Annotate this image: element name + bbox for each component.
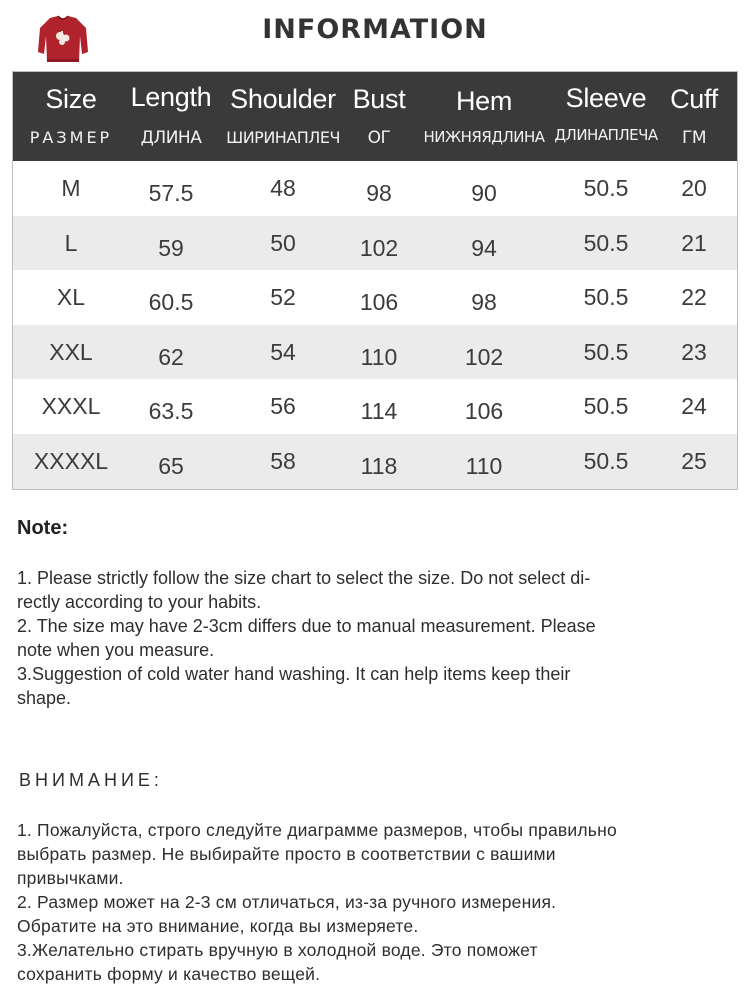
cell-size: XXL bbox=[49, 338, 93, 365]
ru-note-line: сохранить форму и качество вещей. bbox=[17, 964, 321, 984]
cell-bust: 98 bbox=[366, 180, 392, 206]
cell-sleeve: 50.5 bbox=[583, 447, 629, 474]
note-line: rectly according to your habits. bbox=[17, 592, 262, 612]
cell-length: 63.5 bbox=[148, 398, 194, 425]
cell-hem: 98 bbox=[471, 289, 497, 316]
cell-bust: 118 bbox=[360, 452, 398, 479]
table-row bbox=[13, 216, 737, 271]
cell-shoulder: 50 bbox=[270, 229, 296, 256]
cell-sleeve: 50.5 bbox=[583, 175, 629, 201]
ru-note-line: Обратите на это внимание, когда вы измеряете. bbox=[17, 916, 419, 936]
cell-cuff: 20 bbox=[681, 175, 707, 201]
col-header-hem: Hem bbox=[455, 86, 513, 116]
ru-note-title: ВНИМАНИЕ: bbox=[19, 770, 163, 790]
col-header-sleeve-ru: ДЛИНАПЛЕЧА bbox=[554, 126, 658, 144]
cell-cuff: 23 bbox=[681, 338, 707, 365]
note-line: 3.Suggestion of cold water hand washing. It can help items keep their bbox=[17, 664, 571, 684]
table-row bbox=[13, 434, 737, 489]
cell-length: 57.5 bbox=[148, 180, 194, 206]
header bbox=[0, 0, 750, 70]
cell-length: 60.5 bbox=[148, 289, 194, 316]
col-header-size: Size bbox=[45, 84, 97, 114]
col-header-cuff: Cuff bbox=[670, 84, 718, 114]
note-title: Note: bbox=[17, 517, 69, 539]
cell-sleeve: 50.5 bbox=[583, 284, 629, 311]
ru-note-line: 2. Размер может на 2-3 см отличаться, из-за ручного измерения. bbox=[17, 892, 557, 912]
col-header-size-ru: РАЗМЕР bbox=[29, 128, 113, 147]
cell-length: 59 bbox=[158, 234, 184, 261]
cell-sleeve: 50.5 bbox=[583, 229, 629, 256]
col-header-bust-ru: ОГ bbox=[367, 128, 391, 148]
ru-note-line: выбрать размер. Не выбирайте просто в соответствии с вашими bbox=[17, 844, 556, 864]
table-row bbox=[13, 325, 737, 380]
col-header-cuff-ru: ГМ bbox=[681, 128, 707, 148]
ru-note-line: привычками. bbox=[17, 868, 124, 888]
cell-shoulder: 56 bbox=[270, 393, 296, 420]
note-line: 2. The size may have 2-3cm differs due to manual measurement. Please bbox=[17, 616, 596, 636]
col-header-shoulder: Shoulder bbox=[230, 84, 336, 114]
cell-length: 65 bbox=[158, 452, 184, 479]
cell-length: 62 bbox=[158, 343, 184, 370]
cell-bust: 114 bbox=[360, 398, 398, 425]
col-header-bust: Bust bbox=[352, 84, 406, 114]
cell-shoulder: 48 bbox=[270, 175, 296, 201]
cell-size: L bbox=[64, 229, 78, 256]
cell-hem: 102 bbox=[464, 343, 504, 370]
cell-cuff: 24 bbox=[681, 393, 707, 420]
col-header-hem-ru: НИЖНЯЯДЛИНА bbox=[423, 128, 545, 146]
cell-size: XXXL bbox=[41, 393, 101, 420]
cell-bust: 110 bbox=[360, 343, 398, 370]
note-line: note when you measure. bbox=[17, 640, 215, 660]
cell-shoulder: 52 bbox=[270, 284, 296, 311]
cell-hem: 110 bbox=[465, 452, 503, 479]
cell-cuff: 25 bbox=[681, 447, 707, 474]
col-header-length: Length bbox=[130, 82, 212, 112]
cell-hem: 106 bbox=[464, 398, 504, 425]
cell-shoulder: 54 bbox=[270, 338, 296, 365]
col-header-sleeve: Sleeve bbox=[565, 83, 647, 113]
cell-bust: 106 bbox=[359, 289, 399, 316]
cell-sleeve: 50.5 bbox=[583, 338, 629, 365]
cell-cuff: 22 bbox=[681, 284, 707, 311]
cell-size: XL bbox=[56, 284, 86, 311]
cell-shoulder: 58 bbox=[270, 447, 296, 474]
cell-hem: 90 bbox=[471, 180, 497, 206]
ru-note-line: 1. Пожалуйста, строго следуйте диаграмме размеров, чтобы правильно bbox=[17, 820, 617, 840]
note-line: shape. bbox=[17, 688, 72, 708]
col-header-length-ru: ДЛИНА bbox=[140, 128, 202, 148]
table-row bbox=[13, 379, 737, 434]
cell-size: XXXXL bbox=[33, 447, 109, 474]
note-line: 1. Please strictly follow the size chart to select the size. Do not select di- bbox=[17, 568, 591, 588]
cell-size: M bbox=[61, 175, 81, 201]
cell-cuff: 21 bbox=[681, 229, 707, 256]
size-table bbox=[12, 71, 738, 490]
cell-sleeve: 50.5 bbox=[583, 393, 629, 420]
page-title: INFORMATION bbox=[262, 14, 488, 45]
table-header bbox=[13, 72, 737, 161]
col-header-shoulder-ru: ШИРИНАПЛЕЧ bbox=[226, 128, 340, 147]
cell-bust: 102 bbox=[359, 234, 399, 261]
cell-hem: 94 bbox=[471, 234, 497, 261]
table-row bbox=[13, 161, 737, 216]
ru-note-line: 3.Желательно стирать вручную в холодной воде. Это поможет bbox=[17, 940, 538, 960]
table-row bbox=[13, 270, 737, 325]
